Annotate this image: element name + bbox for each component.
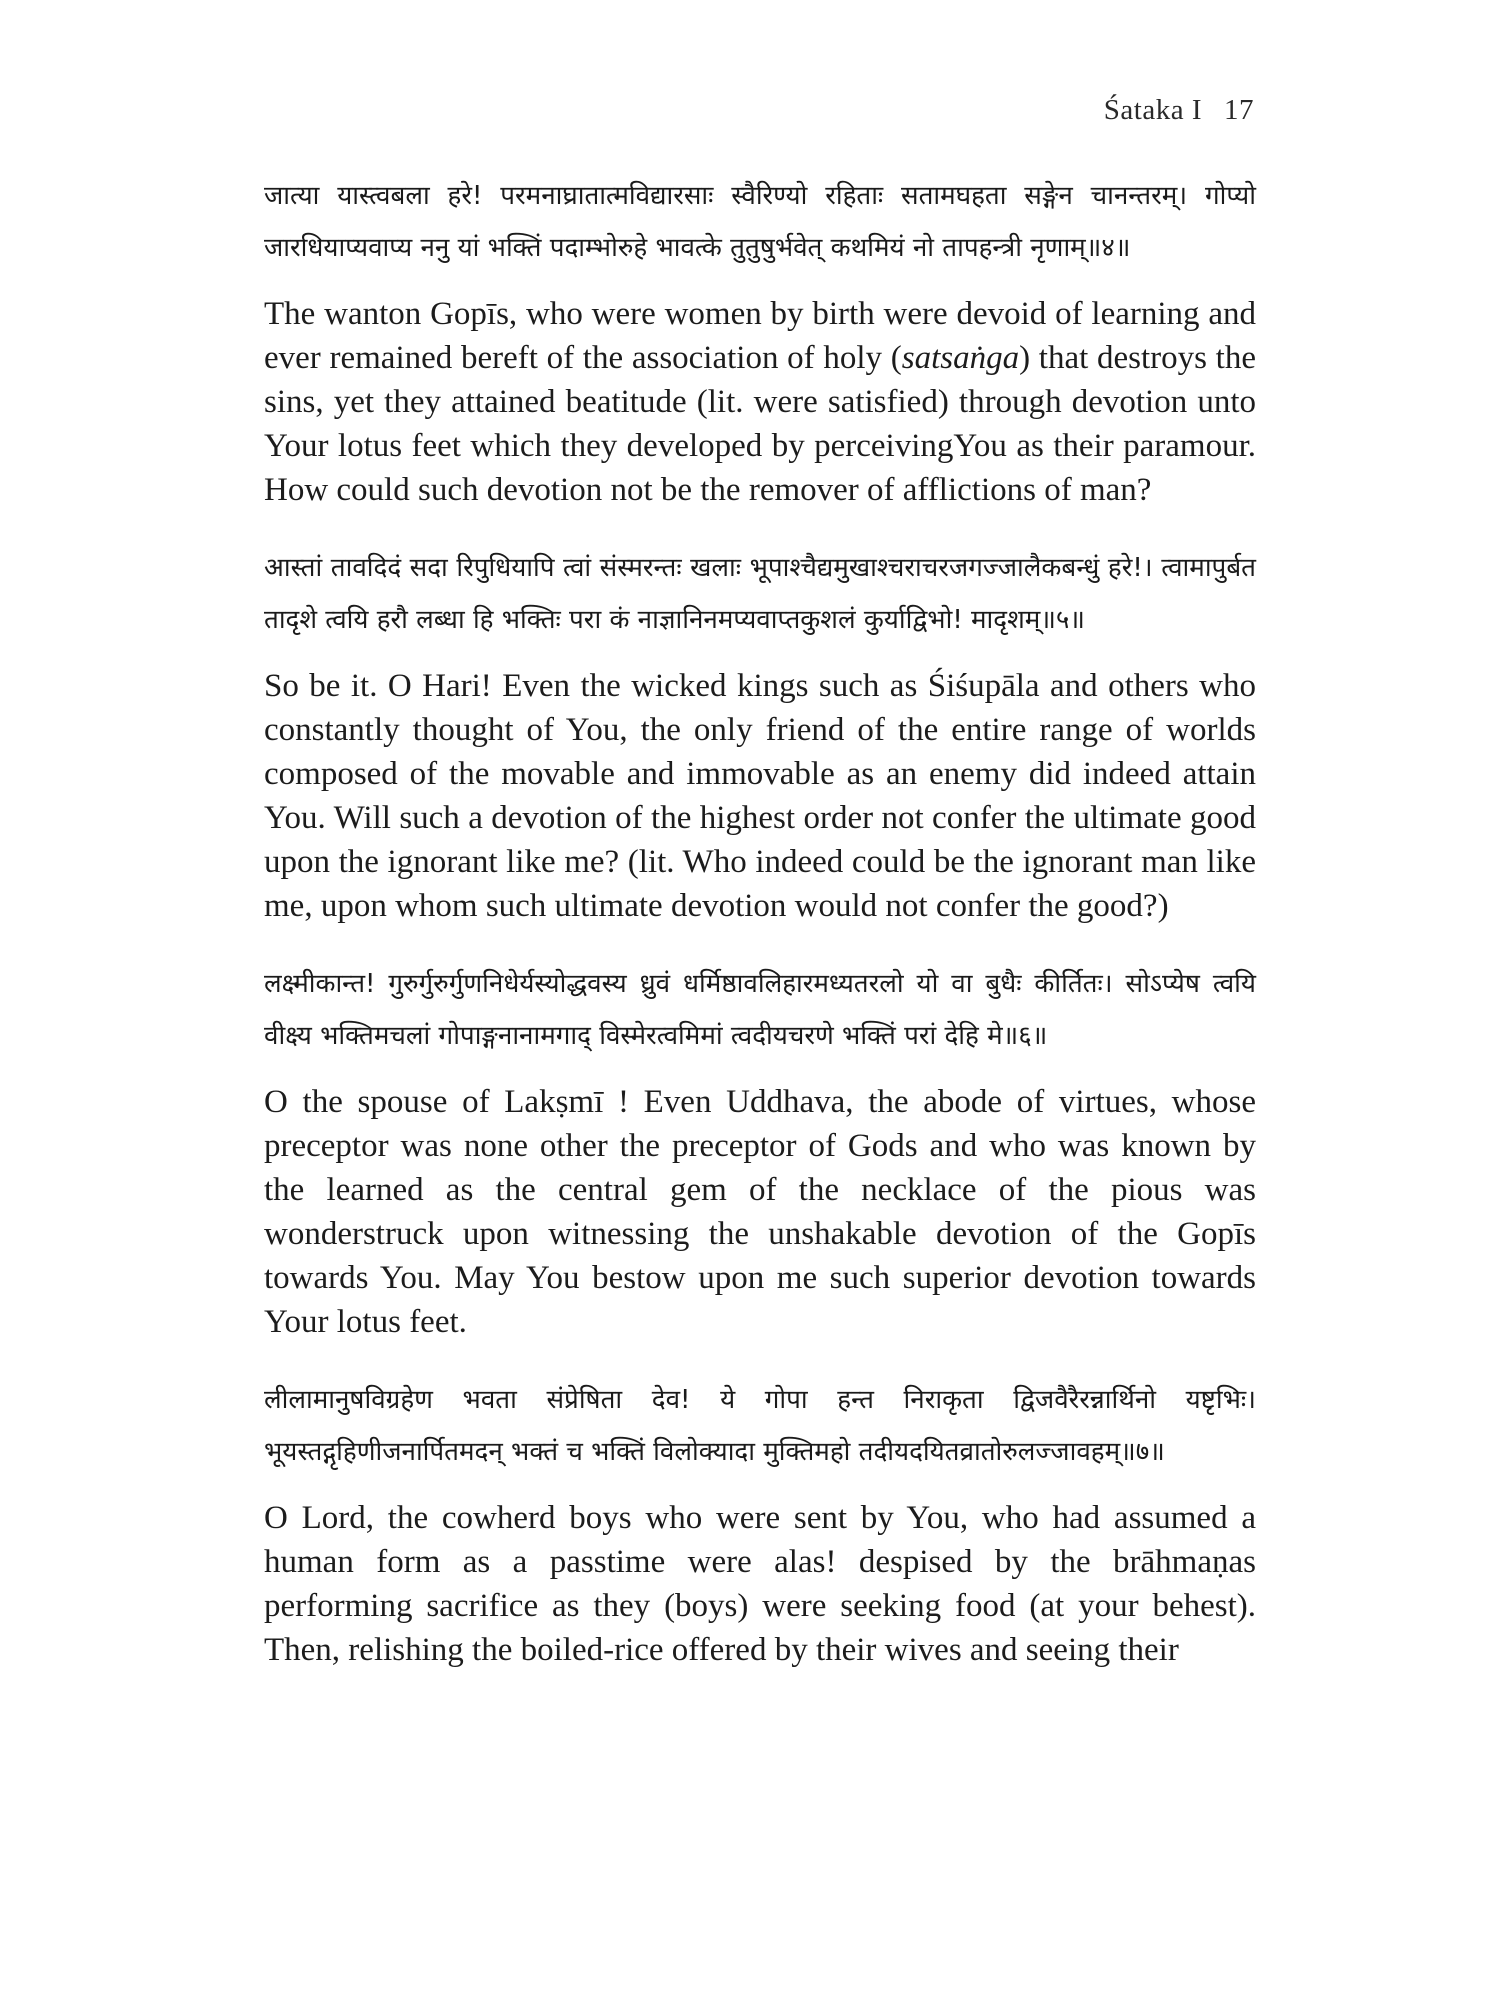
page-number: 17 [1224, 94, 1254, 126]
translation-italic-term: satsaṅga [901, 340, 1020, 376]
sanskrit-verse-5: आस्तां तावदिदं सदा रिपुधियापि त्वां संस्मरन्तः खलाः भूपाश्चैद्यमुखाश्चराचरजगज्जालैकबन्धुं हरे!। त्वामापुर्बत तादृशे त्वयि हरौ लब्धा हि भक्तिः परा कं नाज्ञानिनमप्यवाप्तकुशलं कुर्याद्विभो! मादृशम्॥५॥ [264, 553, 1256, 635]
translation-text: So be it. O Hari! Even the wicked kings such as Śiśupāla and others who constantly thought of You, the only friend of the entire range of worlds composed of the movable and immovable as an enemy did indeed attain You. Will such a devotion of the highest order not confer the ultimate good upon the ignorant like me? (lit. Who indeed could be the ignorant man like me, upon whom such ultimate devotion would not confer the good?) [264, 668, 1256, 924]
translation-text: The wanton Gopīs, who were women by birth were devoid of learning and ever remained bereft of the association of holy ( [264, 296, 1256, 376]
running-title: Śataka I [1103, 94, 1202, 126]
translation-text: O Lord, the cowherd boys who were sent by You, who had assumed a human form as a passtime were alas! despised by the brāhmaṇas performing sacrifice as they (boys) were seeking food (at your behest). Then, relishing the boiled-rice offered by their wives and seeing their [264, 1500, 1256, 1668]
sanskrit-verse-7: लीलामानुषविग्रहेण भवता संप्रेषिता देव! ये गोपा हन्त निराकृता द्विजवैरैरन्नार्थिनो यष्टृभिः। भूयस्तद्गृहिणीजनार्पितमदन् भक्तं च भक्तिं विलोक्यादा मुक्तिमहो तदीयदयितव्रातोरुलज्जावहम्॥७॥ [264, 1385, 1256, 1467]
translation-verse-7 [264, 1496, 1256, 1672]
translation-text: O the spouse of Lakṣmī ! Even Uddhava, the abode of virtues, whose preceptor was none other the preceptor of Gods and who was known by the learned as the central gem of the necklace of the pious was wonderstruck upon witnessing the unshakable devotion of the Gopīs towards You. May You bestow upon me such superior devotion towards Your lotus feet. [264, 1084, 1256, 1340]
running-header [1104, 94, 1254, 127]
translation-text: ) that destroys the sins, yet they attained beatitude (lit. were satisfied) through devotion unto Your lotus feet which they developed by perceivingYou as their paramour. How could such devotion not be the remover of afflictions of man? [264, 340, 1256, 508]
sanskrit-verse-4: जात्या यास्त्वबला हरे! परमनाघ्रातात्मविद्यारसाः स्वैरिण्यो रहिताः सतामघहता सङ्गेन चानन्तरम्। गोप्यो जारधियाप्यवाप्य ननु यां भक्तिं पदाम्भोरुहे भावत्के तुतुषुर्भवेत् कथमियं नो तापहन्त्री नृणाम्॥४॥ [264, 181, 1256, 263]
sanskrit-verse-6: लक्ष्मीकान्त! गुरुर्गुरुर्गुणनिधेर्यस्योद्धवस्य ध्रुवं धर्मिष्ठावलिहारमध्यतरलो यो वा बुधैः कीर्तितः। सोऽप्येष त्वयि वीक्ष्य भक्तिमचलां गोपाङ्गनानामगाद् विस्मेरत्वमिमां त्वदीयचरणे भक्तिं परां देहि मे॥६॥ [264, 969, 1256, 1051]
translation-verse-5 [264, 664, 1256, 928]
translation-verse-4 [264, 292, 1256, 512]
page-content [264, 170, 1256, 1702]
translation-verse-6 [264, 1080, 1256, 1344]
